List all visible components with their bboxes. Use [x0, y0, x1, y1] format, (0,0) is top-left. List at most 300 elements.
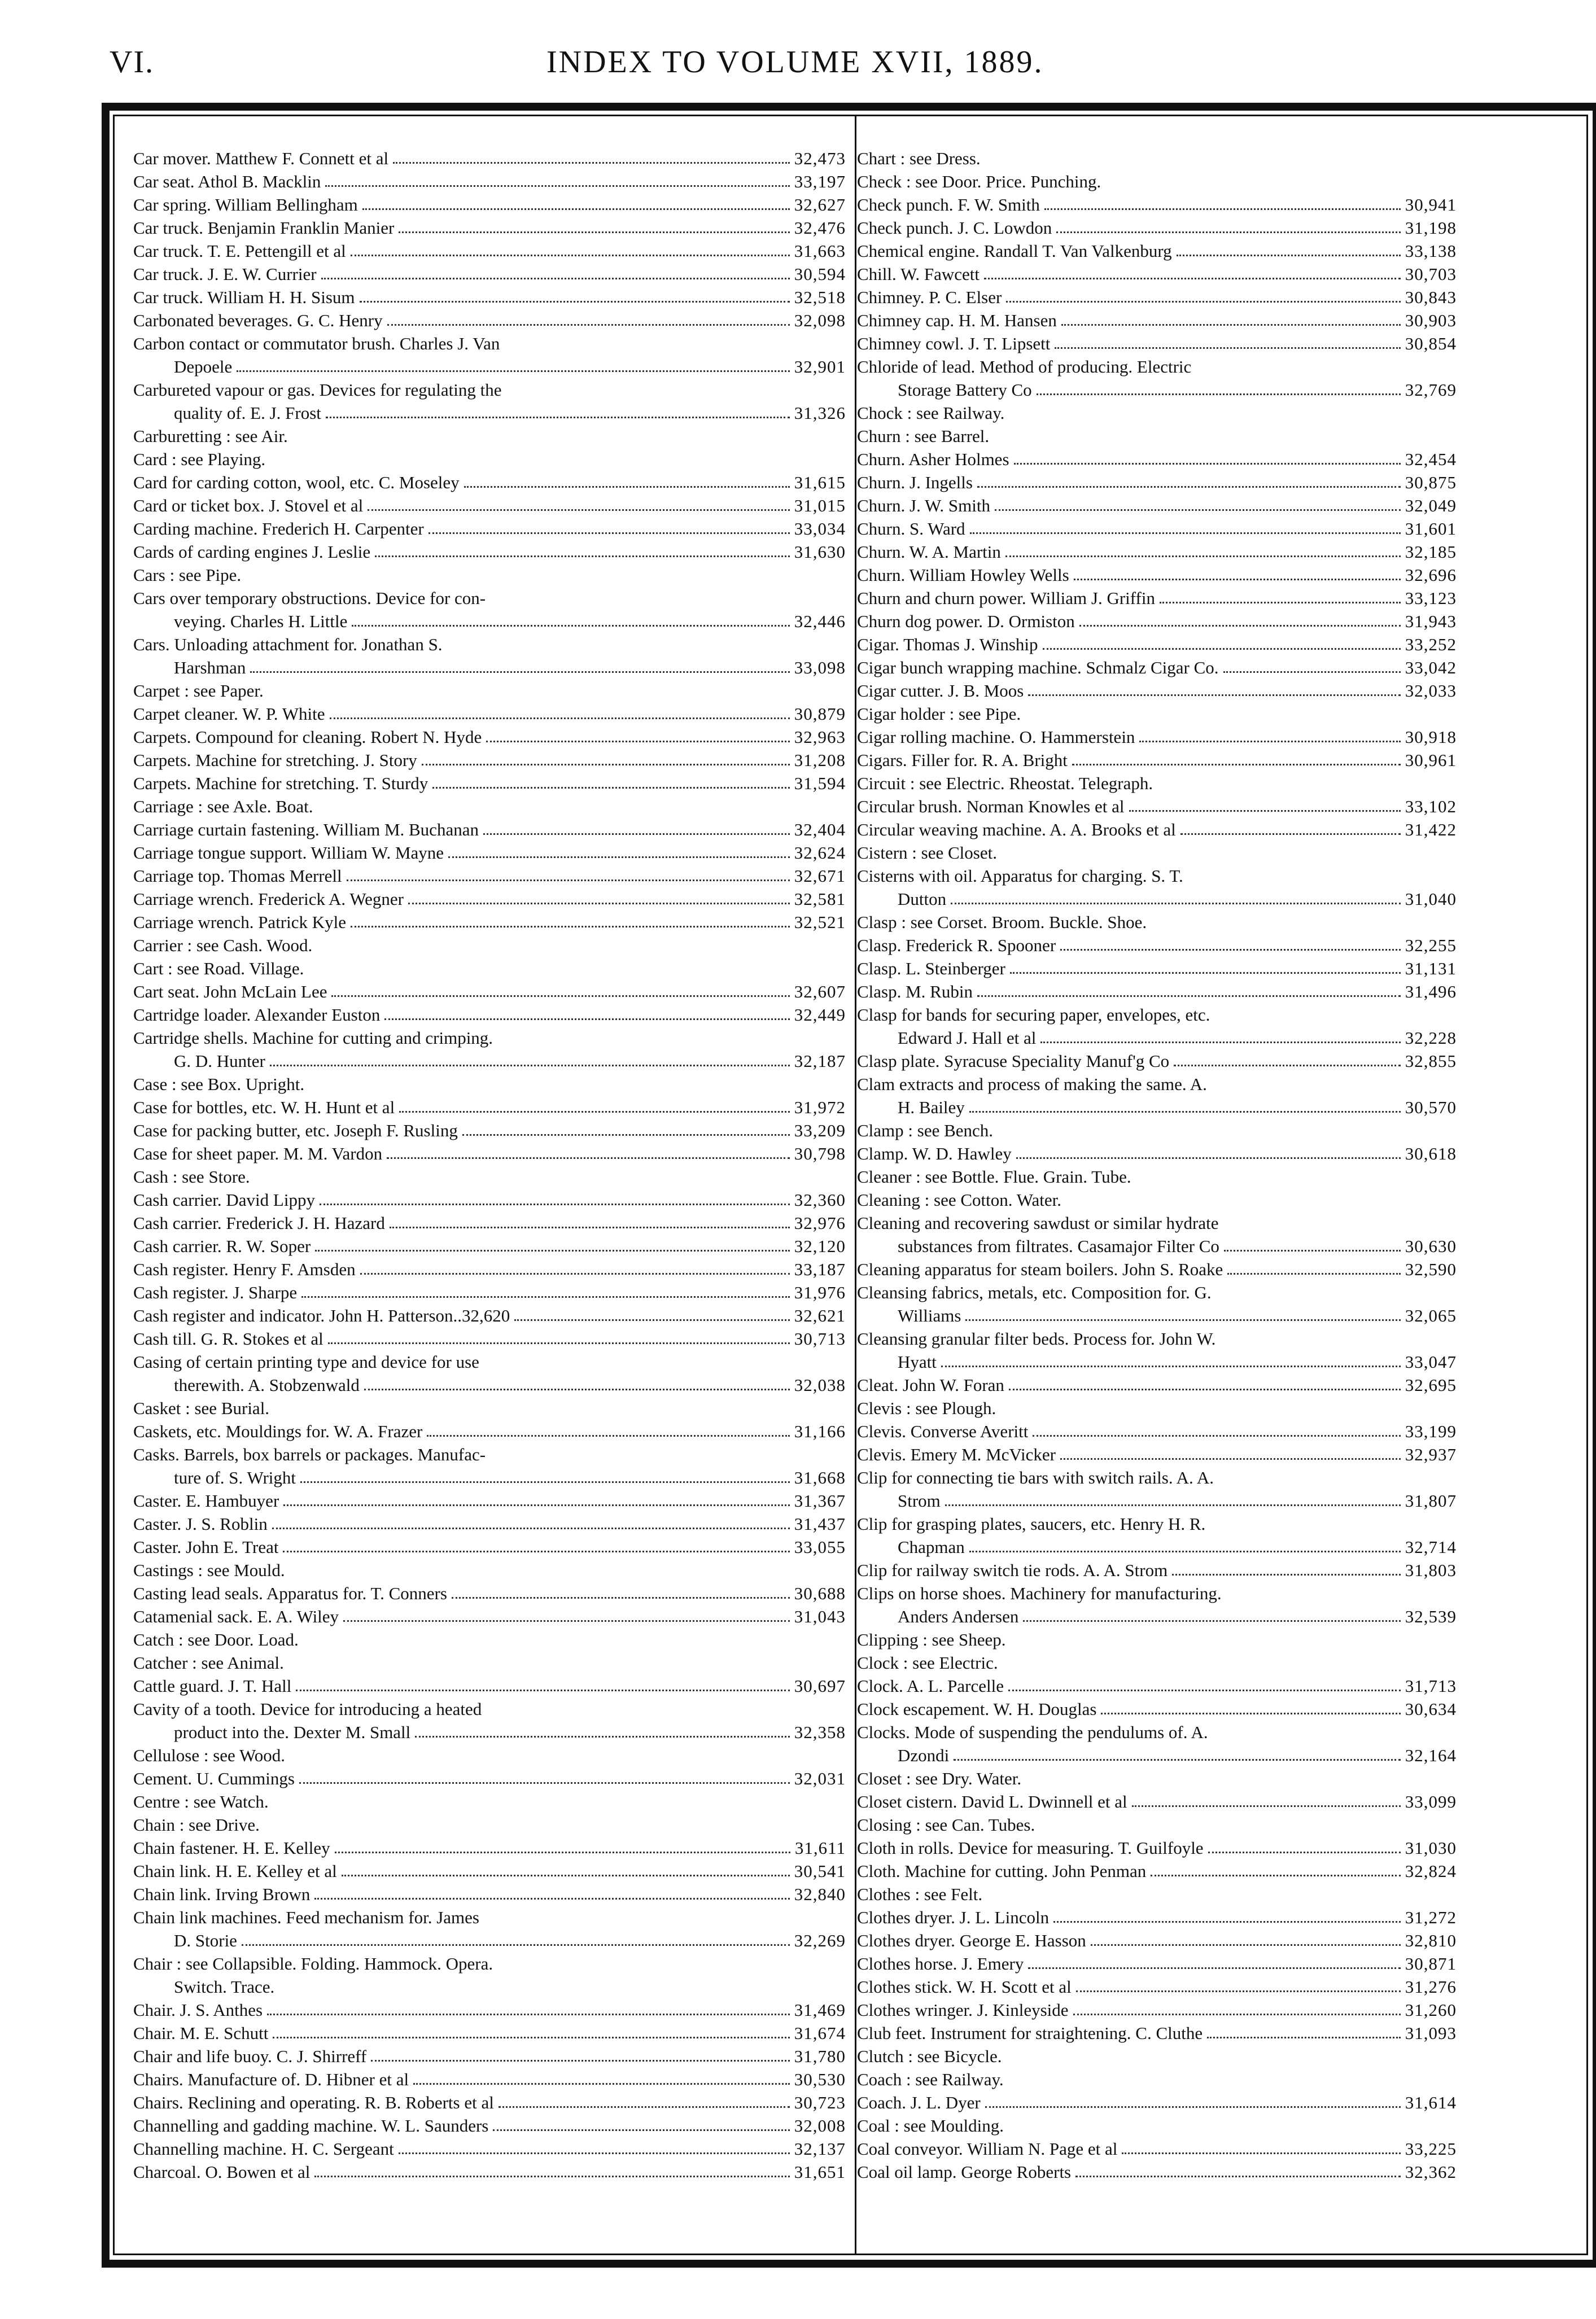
- index-entry: [857, 309, 1457, 332]
- patent-number: 32,539: [1405, 1607, 1457, 1626]
- index-entry: [133, 1258, 846, 1281]
- index-entry: [133, 1026, 846, 1073]
- entry-text-line1: Casks. Barrels, box barrels or packages. Manufac-: [133, 1445, 486, 1464]
- entry-text: Cash register. Henry F. Amsden: [133, 1259, 356, 1279]
- index-entry: [133, 2045, 846, 2068]
- dot-leader: [427, 1435, 789, 1437]
- index-entry: [133, 841, 846, 864]
- dot-leader: [432, 787, 789, 789]
- entry-text-line2: Storage Battery Co: [898, 380, 1032, 400]
- dot-leader: [1223, 671, 1401, 673]
- index-entry: [133, 1535, 846, 1559]
- patent-number: 33,055: [794, 1537, 846, 1557]
- patent-number: 30,688: [794, 1583, 846, 1603]
- cross-reference-entry: Cars : see Pipe.: [133, 565, 242, 585]
- dot-leader: [1132, 1805, 1401, 1807]
- dot-leader: [283, 1551, 789, 1552]
- patent-number: 32,473: [794, 148, 846, 168]
- cross-reference-entry: Clevis : see Plough.: [857, 1398, 996, 1418]
- index-entry: [857, 1674, 1457, 1697]
- entry-text: Carding machine. Frederich H. Carpenter: [133, 519, 424, 539]
- dot-leader: [1028, 694, 1400, 696]
- dot-leader: [970, 532, 1401, 534]
- entry-text-line2: Harshman: [174, 658, 246, 677]
- entry-text: Clothes wringer. J. Kinleyside: [857, 2000, 1069, 2020]
- index-entry: [133, 1327, 846, 1350]
- cross-reference-entry: Case : see Box. Upright.: [133, 1074, 305, 1094]
- patent-number: 31,043: [794, 1607, 846, 1626]
- index-entry: [857, 1952, 1457, 1975]
- dot-leader: [452, 1597, 790, 1599]
- patent-number: 32,098: [794, 310, 846, 330]
- entry-text-line2: quality of. E. J. Frost: [174, 403, 321, 423]
- entry-text: Clasp. Frederick R. Spooner: [857, 935, 1056, 955]
- entry-text-line2: D. Storie: [174, 1931, 237, 1950]
- dot-leader: [314, 1898, 789, 1900]
- dot-leader: [1072, 764, 1401, 765]
- entry-text-line2-row: [133, 1975, 846, 1998]
- index-entry: [857, 1420, 1457, 1443]
- dot-leader: [1016, 1157, 1401, 1159]
- entry-text: Clothes dryer. J. L. Lincoln: [857, 1907, 1050, 1927]
- entry-text-line2-row: [857, 1605, 1457, 1628]
- dot-leader: [1224, 1250, 1401, 1252]
- index-entry: [857, 1142, 1457, 1165]
- entry-text: Carbonated beverages. G. C. Henry: [133, 310, 383, 330]
- index-entry: [857, 1003, 1457, 1049]
- patent-number: 32,518: [794, 287, 846, 307]
- patent-number: 32,695: [1405, 1375, 1457, 1395]
- entry-text-line2-row: [133, 610, 846, 633]
- entry-text: Closet cistern. David L. Dwinnell et al: [857, 1792, 1127, 1812]
- entry-text-line2-row: [857, 1350, 1457, 1373]
- dot-leader: [326, 417, 790, 418]
- dot-leader: [343, 1620, 790, 1622]
- patent-number: 32,624: [794, 843, 846, 863]
- patent-number: 30,618: [1405, 1144, 1457, 1163]
- dot-leader: [315, 1250, 789, 1252]
- patent-number: 31,780: [794, 2046, 846, 2066]
- entry-text: Churn dog power. D. Ormiston: [857, 611, 1075, 631]
- entry-text: Carpet cleaner. W. P. White: [133, 704, 325, 724]
- dot-leader: [335, 1852, 790, 1853]
- entry-text: Chair. J. S. Anthes: [133, 2000, 263, 2020]
- entry-text: Carriage wrench. Frederick A. Wegner: [133, 889, 404, 909]
- entry-text-line1: Cleaning and recovering sawdust or similar hydrate: [857, 1213, 1219, 1233]
- index-entry: [133, 1211, 846, 1235]
- index-entry: [857, 448, 1457, 471]
- entry-text: Clothes stick. W. H. Scott et al: [857, 1977, 1072, 1997]
- patent-number: 32,824: [1405, 1861, 1457, 1881]
- index-entry: [857, 563, 1457, 587]
- dot-leader: [390, 1227, 790, 1228]
- entry-text-line2-row: [133, 1049, 846, 1073]
- dot-leader: [1101, 1713, 1400, 1714]
- entry-text: Charcoal. O. Bowen et al: [133, 2162, 311, 2182]
- patent-number: 30,713: [794, 1329, 846, 1349]
- entry-text: Clasp. M. Rubin: [857, 982, 973, 1001]
- patent-number: 33,209: [794, 1121, 846, 1140]
- index-entry: [133, 1767, 846, 1790]
- entry-text-line1: Chloride of lead. Method of producing. Electric: [857, 357, 1192, 377]
- patent-number: 32,255: [1405, 935, 1457, 955]
- index-entry: [133, 587, 846, 633]
- cross-reference-entry: Clamp : see Bench.: [857, 1121, 994, 1140]
- index-entry: [857, 239, 1457, 262]
- patent-number: 33,034: [794, 519, 846, 539]
- dot-leader: [985, 2106, 1401, 2108]
- dot-leader: [384, 1018, 789, 1020]
- patent-number: 33,225: [1405, 2139, 1457, 2159]
- index-entry: [857, 633, 1457, 656]
- index-entry: [857, 957, 1457, 980]
- dot-leader: [320, 1204, 790, 1205]
- index-entry: [857, 332, 1457, 355]
- entry-text-line2-row: [857, 1026, 1457, 1049]
- cross-reference-entry: Check : see Door. Price. Punching.: [857, 172, 1101, 191]
- index-entry: [857, 2137, 1457, 2160]
- index-entry: [857, 193, 1457, 216]
- entry-text: Chemical engine. Randall T. Van Valkenburg: [857, 241, 1172, 261]
- dot-leader: [1172, 1574, 1401, 1576]
- index-entry: [857, 1443, 1457, 1466]
- entry-text-line2-row: [133, 1373, 846, 1397]
- entry-text: Channelling and gadding machine. W. L. Saunders: [133, 2116, 489, 2136]
- index-entry: [133, 494, 846, 517]
- dot-leader: [945, 1504, 1401, 1506]
- index-entry: [133, 193, 846, 216]
- patent-number: 30,903: [1405, 310, 1457, 330]
- index-entry: [857, 1859, 1457, 1883]
- patent-number: 31,367: [794, 1491, 846, 1511]
- dot-leader: [1076, 1990, 1401, 1992]
- cross-reference-entry: Carburetting : see Air.: [133, 426, 288, 446]
- entry-text: Cash till. G. R. Stokes et al: [133, 1329, 323, 1349]
- patent-number: 32,607: [794, 982, 846, 1001]
- dot-leader: [1028, 1967, 1400, 1969]
- patent-number: 30,703: [1405, 264, 1457, 284]
- patent-number: 31,469: [794, 2000, 846, 2020]
- page-number: VI.: [110, 45, 155, 80]
- dot-leader: [1060, 1458, 1401, 1460]
- dot-leader: [1174, 1065, 1401, 1066]
- patent-number: 33,123: [1405, 588, 1457, 608]
- index-entry: [857, 818, 1457, 841]
- patent-number: 31,713: [1405, 1676, 1457, 1696]
- patent-number: 32,031: [794, 1769, 846, 1788]
- patent-number: 31,208: [794, 750, 846, 770]
- entry-text: Caster. John E. Treat: [133, 1537, 279, 1557]
- entry-text-line2: substances from filtrates. Casamajor Filter Co: [898, 1236, 1219, 1256]
- index-entry: [133, 1188, 846, 1211]
- entry-text-line2: ture of. S. Wright: [174, 1468, 296, 1487]
- patent-number: 32,976: [794, 1213, 846, 1233]
- patent-number: 32,454: [1405, 449, 1457, 469]
- index-entry: [857, 2160, 1457, 2184]
- entry-text: Car spring. William Bellingham: [133, 195, 358, 215]
- dot-leader: [462, 1134, 790, 1136]
- index-entry: [133, 980, 846, 1003]
- patent-number: 33,099: [1405, 1792, 1457, 1812]
- entry-text-line2-row: [857, 887, 1457, 911]
- patent-number: 32,164: [1405, 1745, 1457, 1765]
- entry-text: Car truck. Benjamin Franklin Manier: [133, 218, 395, 238]
- entry-text: Churn. S. Ward: [857, 519, 965, 539]
- index-entry: [857, 1512, 1457, 1559]
- patent-number: 32,185: [1405, 542, 1457, 562]
- entry-text: Churn. Asher Holmes: [857, 449, 1009, 469]
- index-entry: [133, 1674, 846, 1697]
- index-entry: [133, 2022, 846, 2045]
- entry-text-line2: product into the. Dexter M. Small: [174, 1722, 411, 1742]
- index-entry: [133, 749, 846, 772]
- entry-text: Coal oil lamp. George Roberts: [857, 2162, 1072, 2182]
- cross-reference-entry: Coal : see Moulding.: [857, 2116, 1004, 2136]
- entry-text: Cigar bunch wrapping machine. Schmalz Cigar Co.: [857, 658, 1219, 677]
- cross-reference-entry: Cleaner : see Bottle. Flue. Grain. Tube.: [857, 1167, 1131, 1187]
- patent-number: 31,674: [794, 2023, 846, 2043]
- index-entry: [857, 1049, 1457, 1073]
- patent-number: 33,199: [1405, 1421, 1457, 1441]
- index-entry: [133, 1998, 846, 2022]
- patent-number: 32,049: [1405, 496, 1457, 515]
- entry-text: Clip for railway switch tie rods. A. A. Strom: [857, 1560, 1168, 1580]
- patent-number: 32,033: [1405, 681, 1457, 701]
- dot-leader: [387, 324, 790, 326]
- dot-leader: [273, 2037, 789, 2038]
- index-entry: [133, 540, 846, 563]
- index-entry: [133, 239, 846, 262]
- dot-leader: [493, 2129, 789, 2131]
- index-entry: [133, 818, 846, 841]
- patent-number: 32,627: [794, 195, 846, 215]
- dot-leader: [399, 231, 789, 233]
- cross-reference-entry: Cart : see Road. Village.: [133, 959, 304, 978]
- dot-leader: [965, 1319, 1400, 1321]
- patent-number: 31,198: [1405, 218, 1457, 238]
- patent-number: 31,437: [794, 1514, 846, 1534]
- patent-number: 30,843: [1405, 287, 1457, 307]
- cross-reference-entry: Clipping : see Sheep.: [857, 1630, 1006, 1649]
- index-entry: [857, 1582, 1457, 1628]
- entry-text: Chill. W. Fawcett: [857, 264, 980, 284]
- entry-text: Cattle guard. J. T. Hall: [133, 1676, 292, 1696]
- entry-text: Cleat. John W. Foran: [857, 1375, 1004, 1395]
- dot-leader: [969, 1111, 1401, 1113]
- patent-number: 32,137: [794, 2139, 846, 2159]
- dot-leader: [399, 1111, 790, 1113]
- entry-text-line2: Hyatt: [898, 1352, 937, 1372]
- dot-leader: [413, 2083, 790, 2085]
- entry-text-line2: therewith. A. Stobzenwald: [174, 1375, 360, 1395]
- entry-text: Clamp. W. D. Hawley: [857, 1144, 1012, 1163]
- patent-number: 30,941: [1405, 195, 1457, 215]
- patent-number: 31,422: [1405, 820, 1457, 839]
- dot-leader: [448, 856, 790, 858]
- patent-number: 33,252: [1405, 635, 1457, 654]
- patent-number: 32,362: [1405, 2162, 1457, 2182]
- entry-text: Clasp plate. Syracuse Speciality Manuf'g Co: [857, 1051, 1170, 1071]
- entry-text-line1: Clips on horse shoes. Machinery for manufacturing.: [857, 1583, 1222, 1603]
- patent-number: 33,197: [794, 172, 846, 191]
- entry-text: Cigars. Filler for. R. A. Bright: [857, 750, 1068, 770]
- entry-text-line2: Edward J. Hall et al: [898, 1028, 1037, 1048]
- index-entry: [857, 1211, 1457, 1258]
- index-entry: [857, 2091, 1457, 2114]
- index-entry: [133, 911, 846, 934]
- entry-text-line2-row: [133, 355, 846, 378]
- entry-text-line2-row: [857, 1304, 1457, 1327]
- index-entry: [857, 610, 1457, 633]
- index-entry: [133, 216, 846, 239]
- entry-text-line1: Cartridge shells. Machine for cutting and crimping.: [133, 1028, 493, 1048]
- index-entry: [133, 1003, 846, 1026]
- index-entry: [133, 1906, 846, 1952]
- dot-leader: [352, 625, 789, 627]
- entry-text-line2: Dzondi: [898, 1745, 950, 1765]
- dot-leader: [296, 1690, 789, 1691]
- dot-leader: [360, 1273, 790, 1275]
- index-entry: [857, 517, 1457, 540]
- entry-text-line2: Williams: [898, 1306, 961, 1325]
- dot-leader: [330, 717, 790, 719]
- patent-number: 31,015: [794, 496, 846, 515]
- entry-text: Cleaning apparatus for steam boilers. John S. Roake: [857, 1259, 1223, 1279]
- dot-leader: [977, 486, 1401, 488]
- dot-leader: [368, 509, 790, 511]
- entry-text: Churn. William Howley Wells: [857, 565, 1069, 585]
- patent-number: 32,714: [1405, 1537, 1457, 1557]
- patent-number: 31,260: [1405, 2000, 1457, 2020]
- entry-text: Chair. M. E. Schutt: [133, 2023, 269, 2043]
- patent-number: 31,030: [1405, 1838, 1457, 1858]
- dot-leader: [1160, 602, 1401, 603]
- index-entry: [133, 1859, 846, 1883]
- cross-reference-entry: Catch : see Door. Load.: [133, 1630, 299, 1649]
- patent-number: 33,047: [1405, 1352, 1457, 1372]
- dot-leader: [351, 255, 790, 256]
- index-entry: [133, 378, 846, 425]
- index-entry: [133, 2091, 846, 2114]
- index-entry: [133, 1350, 846, 1397]
- patent-number: 31,976: [794, 1283, 846, 1302]
- dot-leader: [342, 1875, 790, 1876]
- patent-number: 32,187: [794, 1051, 846, 1071]
- dot-leader: [1091, 1944, 1401, 1946]
- index-entry: [133, 725, 846, 749]
- patent-number: 30,541: [794, 1861, 846, 1881]
- index-entry: [133, 1142, 846, 1165]
- entry-text-line2-row: [133, 1466, 846, 1489]
- page-title: INDEX TO VOLUME XVII, 1889.: [546, 45, 1044, 80]
- dot-leader: [399, 2152, 790, 2154]
- index-entry: [857, 355, 1457, 401]
- dot-leader: [428, 532, 790, 534]
- index-entry: [133, 1235, 846, 1258]
- dot-leader: [272, 1528, 790, 1529]
- entry-text: Card or ticket box. J. Stovel et al: [133, 496, 364, 515]
- dot-leader: [1008, 1690, 1401, 1691]
- entry-text: Check punch. F. W. Smith: [857, 195, 1040, 215]
- index-entry: [133, 1420, 846, 1443]
- dot-leader: [984, 278, 1401, 279]
- patent-number: 30,961: [1405, 750, 1457, 770]
- dot-leader: [483, 833, 790, 835]
- entry-text-line1: Clam extracts and process of making the same. A.: [857, 1074, 1207, 1094]
- entry-text-line2-row: [857, 378, 1457, 401]
- entry-text: Carpets. Machine for stretching. J. Story: [133, 750, 417, 770]
- index-entry: [133, 309, 846, 332]
- dot-leader: [499, 2106, 790, 2108]
- patent-number: 31,601: [1405, 519, 1457, 539]
- index-entry: [857, 656, 1457, 679]
- cross-reference-entry: Closing : see Can. Tubes.: [857, 1815, 1035, 1835]
- entry-text: Cloth in rolls. Device for measuring. T. Guilfoyle: [857, 1838, 1204, 1858]
- entry-text: Chimney. P. C. Elser: [857, 287, 1002, 307]
- dot-leader: [237, 370, 789, 372]
- dot-leader: [1053, 1921, 1401, 1923]
- cross-reference-entry: Closet : see Dry. Water.: [857, 1769, 1022, 1788]
- entry-text-line1: Cars. Unloading attachment for. Jonathan S.: [133, 635, 443, 654]
- dot-leader: [242, 1944, 790, 1946]
- dot-leader: [977, 995, 1401, 997]
- index-entry: [857, 1906, 1457, 1929]
- patent-number: 32,269: [794, 1931, 846, 1950]
- patent-number: 30,918: [1405, 727, 1457, 747]
- index-entry: [133, 286, 846, 309]
- entry-text-line2: Strom: [898, 1491, 941, 1511]
- entry-text-line2-row: [133, 656, 846, 679]
- entry-text: Cash carrier. David Lippy: [133, 1190, 315, 1210]
- entry-text-line2: G. D. Hunter: [174, 1051, 265, 1071]
- entry-text: Cloth. Machine for cutting. John Penman: [857, 1861, 1147, 1881]
- dot-leader: [954, 1759, 1400, 1761]
- entry-text-line2: Chapman: [898, 1537, 965, 1557]
- entry-text: Catamenial sack. E. A. Wiley: [133, 1607, 339, 1626]
- dot-leader: [408, 903, 790, 904]
- index-entry: [133, 1489, 846, 1512]
- entry-text: Circular weaving machine. A. A. Brooks et al: [857, 820, 1176, 839]
- entry-text: Clasp. L. Steinberger: [857, 959, 1005, 978]
- entry-text: Clothes dryer. George E. Hasson: [857, 1931, 1086, 1950]
- patent-number: 32,840: [794, 1884, 846, 1904]
- dot-leader: [351, 926, 790, 927]
- index-entry: [857, 494, 1457, 517]
- cross-reference-entry: Carriage : see Axle. Boat.: [133, 797, 313, 816]
- dot-leader: [301, 1296, 790, 1298]
- patent-number: 32,360: [794, 1190, 846, 1210]
- dot-leader: [422, 764, 790, 765]
- entry-text: Case for bottles, etc. W. H. Hunt et al: [133, 1097, 395, 1117]
- dot-leader: [941, 1366, 1401, 1367]
- entry-text: Clevis. Converse Averitt: [857, 1421, 1029, 1441]
- patent-number: 30,879: [794, 704, 846, 724]
- dot-leader: [387, 1157, 790, 1159]
- index-entry: [133, 262, 846, 286]
- index-entry: [857, 1373, 1457, 1397]
- entry-text: Cartridge loader. Alexander Euston: [133, 1005, 381, 1025]
- dot-leader: [1014, 463, 1401, 465]
- patent-number: 31,943: [1405, 611, 1457, 631]
- entry-text-line2: veying. Charles H. Little: [174, 611, 348, 631]
- entry-text: Car truck. William H. H. Sisum: [133, 287, 355, 307]
- patent-number: 32,404: [794, 820, 846, 839]
- index-entry: [133, 2114, 846, 2137]
- entry-text: Chimney cowl. J. T. Lipsett: [857, 334, 1051, 353]
- patent-number: 31,276: [1405, 1977, 1457, 1997]
- entry-text: Carriage curtain fastening. William M. Buchanan: [133, 820, 479, 839]
- entry-text-line2-row: [857, 1096, 1457, 1119]
